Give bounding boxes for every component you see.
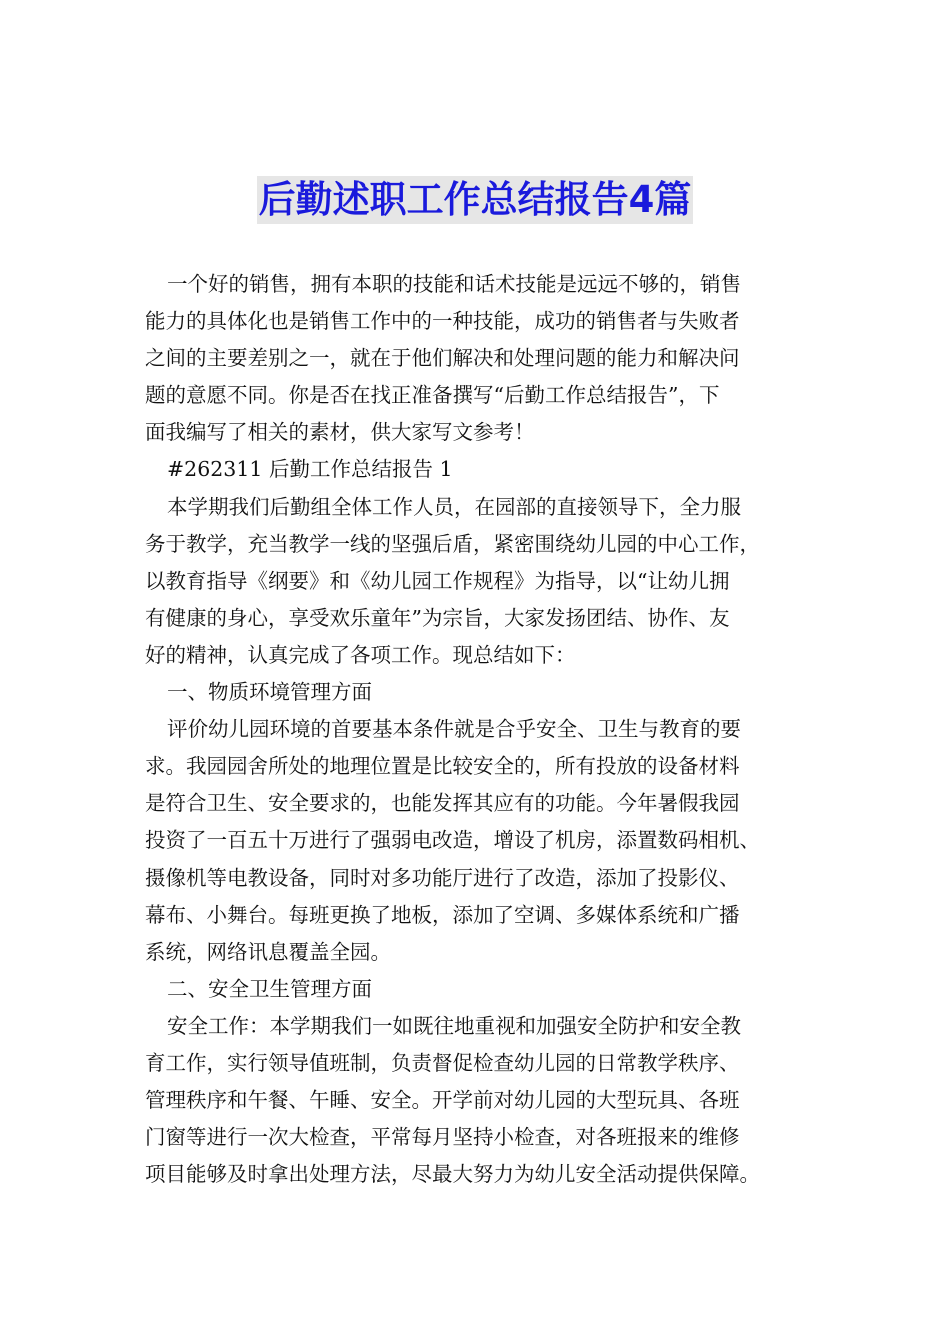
text-line: 本学期我们后勤组全体工作人员，在园部的直接领导下，全力服 <box>167 494 741 519</box>
intro-paragraph <box>145 266 823 451</box>
text-line: 一个好的销售，拥有本职的技能和话术技能是远远不够的，销售 <box>167 272 741 296</box>
document-body <box>145 266 823 1193</box>
text-line: 能力的具体化也是销售工作中的一种技能，成功的销售者与失败者 <box>145 309 740 334</box>
text-line: 以教育指导《纲要》和《幼儿园工作规程》为指导，以“让幼儿拥 <box>145 568 730 593</box>
text-line: 项目能够及时拿出处理方法，尽最大努力为幼儿安全活动提供保障。 <box>145 1162 760 1187</box>
text-line: 育工作，实行领导值班制，负责督促检查幼儿园的日常教学秩序、 <box>145 1050 740 1075</box>
text-line: 系统，网络讯息覆盖全园。 <box>145 939 391 964</box>
text-line: #262311 后勤工作总结报告 1 <box>167 457 453 482</box>
text-line: 务于教学，充当教学一线的坚强后盾，紧密围绕幼儿园的中心工作， <box>145 531 760 556</box>
text-line: 好的精神，认真完成了各项工作。现总结如下： <box>145 642 576 667</box>
text-line: 之间的主要差别之一，就在于他们解决和处理问题的能力和解决问 <box>145 346 740 371</box>
title-container <box>0 176 950 224</box>
text-line: 管理秩序和午餐、午睡、安全。开学前对幼儿园的大型玩具、各班 <box>145 1088 740 1113</box>
safety-paragraph <box>145 1008 823 1193</box>
text-line: 二、安全卫生管理方面 <box>167 976 372 1001</box>
text-line: 评价幼儿园环境的首要基本条件就是合乎安全、卫生与教育的要 <box>167 717 741 742</box>
text-line: 面我编写了相关的素材，供大家写文参考！ <box>145 420 535 445</box>
text-line: 求。我园园舍所处的地理位置是比较安全的，所有投放的设备材料 <box>145 754 740 779</box>
text-line: 摄像机等电教设备，同时对多功能厅进行了改造，添加了投影仪、 <box>145 865 740 890</box>
environment-paragraph <box>145 711 823 971</box>
document-title: 后勤述职工作总结报告4篇 <box>257 176 694 224</box>
section-heading-safety <box>145 971 823 1008</box>
text-line: 投资了一百五十万进行了强弱电改造，增设了机房，添置数码相机、 <box>145 828 760 853</box>
report-intro-paragraph <box>145 489 823 674</box>
section-heading-environment <box>145 674 823 711</box>
text-line: 是符合卫生、安全要求的，也能发挥其应有的功能。今年暑假我园 <box>145 791 740 816</box>
text-line: 有健康的身心，享受欢乐童年”为宗旨，大家发扬团结、协作、友 <box>145 605 730 630</box>
text-line: 题的意愿不同。你是否在找正准备撰写“后勤工作总结报告”，下 <box>145 383 720 408</box>
text-line: 门窗等进行一次大检查，平常每月坚持小检查，对各班报来的维修 <box>145 1125 740 1150</box>
text-line: 幕布、小舞台。每班更换了地板，添加了空调、多媒体系统和广播 <box>145 902 740 927</box>
section-heading-report-1 <box>145 451 823 488</box>
text-line: 一、物质环境管理方面 <box>167 680 372 705</box>
text-line: 安全工作：本学期我们一如既往地重视和加强安全防护和安全教 <box>167 1013 741 1038</box>
